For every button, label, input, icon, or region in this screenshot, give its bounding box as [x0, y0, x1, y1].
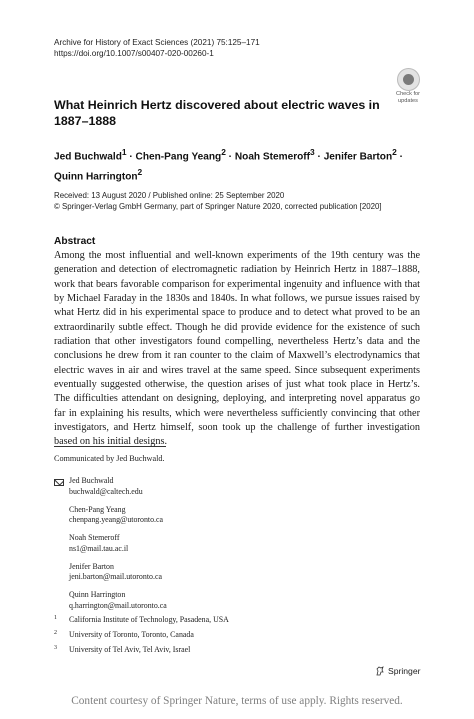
contact-email[interactable]: buchwald@caltech.edu	[69, 486, 143, 496]
affiliation-text: University of Toronto, Toronto, Canada	[69, 630, 194, 639]
badge-line2: updates	[398, 97, 418, 104]
check-updates-icon	[397, 68, 420, 91]
doi-link[interactable]: https://doi.org/10.1007/s00407-020-00260-1	[54, 49, 214, 58]
check-for-updates-badge[interactable]	[388, 68, 428, 110]
contact-item	[69, 533, 167, 554]
envelope-icon	[54, 479, 64, 486]
contact-email[interactable]: jeni.barton@mail.utoronto.ca	[69, 572, 162, 581]
contact-name: Noah Stemeroff	[69, 533, 120, 542]
contact-name: Jed Buchwald	[69, 476, 114, 485]
journal-citation: Archive for History of Exact Sciences (2021) 75:125–171	[54, 38, 260, 47]
affiliation-text: California Institute of Technology, Pasadena, USA	[69, 615, 229, 624]
contact-item	[69, 476, 167, 497]
communicated-by: Communicated by Jed Buchwald.	[54, 454, 165, 463]
contact-name: Quinn Harrington	[69, 590, 126, 599]
copyright-line: © Springer-Verlag GmbH Germany, part of Springer Nature 2020, corrected publication [2020]	[54, 202, 382, 211]
contact-name: Jenifer Barton	[69, 561, 114, 571]
publication-dates	[54, 190, 434, 212]
author-name: Chen-Pang Yeang	[135, 151, 222, 163]
contact-item	[69, 562, 167, 583]
article-title: What Heinrich Hertz discovered about electric waves in 1887–1888	[54, 98, 380, 128]
contact-item	[69, 590, 167, 611]
contact-list	[69, 476, 167, 619]
abstract-heading: Abstract	[54, 236, 96, 247]
abstract-text: Among the most influential and well-known experiments of the 19th century was the generation and detection of electromagnetic radiation by Heinrich Hertz in 1887–1888, work that bears favorable comparison for experimental ingenuity and influence with that by Michael Faraday in the 1830s and 1840s. In what follows, we pursue issues raised by what Hertz did in his experimental space to produce and to detect what proved to be an extraordinarily subtle effect. Though he did provide evidence for the existence of such radiation that other investigators found compelling, nevertheless Hertz’s data and the conclusions he drew from it ran counter to the claim of Maxwell’s electrodynamics that electric waves in air and wires travel at the same speed. Since subsequent experiments eventually suggested otherwise, the question arises of just what took place in Hertz’s. The difficulties attendant on designing, deploying, and interpreting novel apparatus go far in explaining his results, which were nevertheless sufficiently convincing that other investigators, and Hertz himself, soon took up the challenge of further investigation based on his initial designs.	[54, 250, 420, 448]
author-list: Jed Buchwald$^1$ · Chen-Pang Yeang$^2$ · Noah Stemeroff$^3$ · Jenifer Barton$^2$ · Quinn Harrington$^2$	[54, 147, 403, 183]
contact-item	[69, 505, 167, 526]
contact-email[interactable]: chenpang.yeang@utoronto.ca	[69, 515, 164, 524]
badge-line1: Check for	[396, 91, 420, 97]
footnote-divider	[54, 446, 166, 447]
affiliation-text: University of Tel Aviv, Tel Aviv, Israel	[69, 645, 191, 654]
author-name: Jed Buchwald	[54, 151, 122, 163]
author-name: Quinn Harrington	[54, 171, 138, 183]
publisher-name: Springer	[388, 666, 421, 676]
contact-name: Chen-Pang Yeang	[69, 504, 126, 514]
author-name: Noah Stemeroff	[234, 151, 311, 163]
springer-horse-icon	[375, 666, 385, 676]
received-line: Received: 13 August 2020 / Published online: 25 September 2020	[54, 191, 285, 200]
author-name: Jenifer Barton	[323, 151, 393, 163]
springer-logo	[375, 666, 420, 678]
journal-header	[54, 37, 260, 59]
contact-email[interactable]: q.harrington@mail.utoronto.ca	[69, 600, 167, 610]
contact-email[interactable]: ns1@mail.tau.ac.il	[69, 543, 129, 553]
courtesy-footer: Content courtesy of Springer Nature, terms of use apply. Rights reserved.	[71, 695, 403, 707]
